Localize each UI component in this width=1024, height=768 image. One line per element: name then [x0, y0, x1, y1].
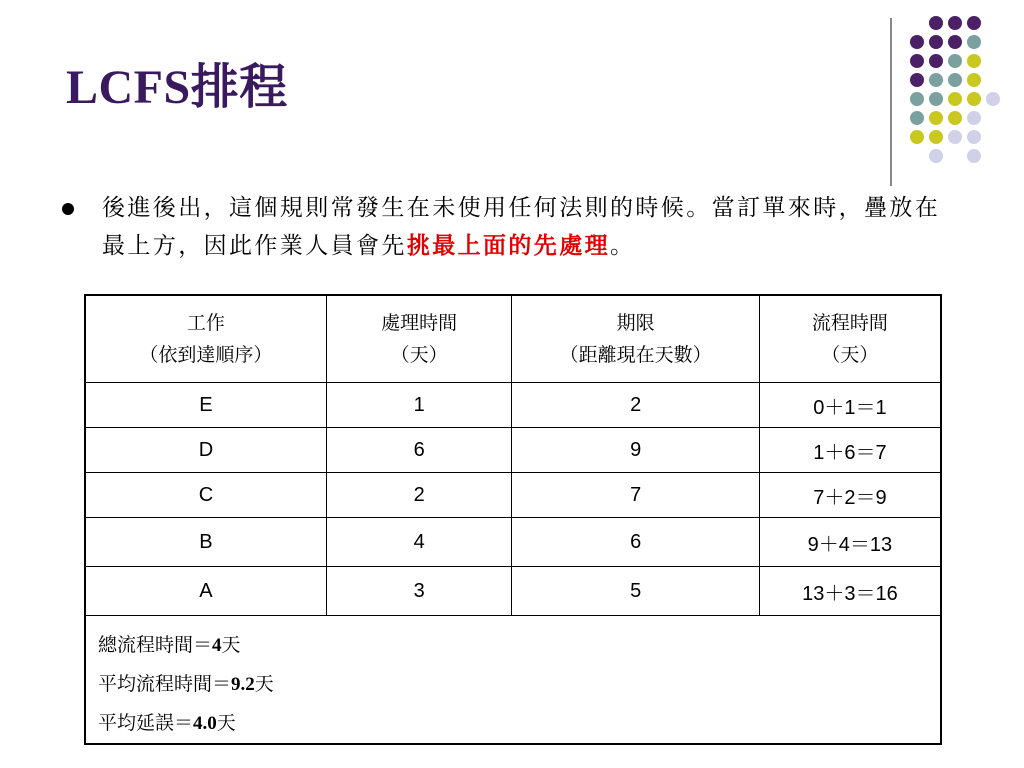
bullet-icon	[62, 203, 74, 215]
decorative-dot	[967, 149, 981, 163]
table-row	[85, 428, 941, 473]
decorative-dot	[986, 92, 1000, 106]
header-flow-line1: 流程時間	[811, 312, 888, 334]
decorative-dot	[910, 130, 924, 144]
cell-due: 9	[512, 428, 759, 473]
slide-title: LCFS排程	[66, 61, 288, 114]
decorative-dot	[967, 54, 981, 68]
cell-process: 1	[326, 383, 512, 428]
summary-total-flow-value: 4	[212, 635, 222, 656]
header-due-line2: （距離現在天數）	[559, 344, 712, 366]
decorative-dot	[929, 92, 943, 106]
decorative-dot	[929, 35, 943, 49]
bullet-text-main: 後進後出，這個規則常發生在未使用任何法則的時候。當訂單來時，疊放在最上方，因此作業人員會先	[102, 195, 941, 259]
table-row	[85, 567, 941, 616]
table-row	[85, 518, 941, 567]
header-flow-line2: （天）	[821, 344, 879, 366]
decorative-dot	[948, 130, 962, 144]
cell-process: 3	[326, 567, 512, 616]
summary-avg-flow-value: 9.2	[231, 674, 255, 695]
decorative-dot	[929, 111, 943, 125]
cell-due: 5	[512, 567, 759, 616]
bullet-text-highlight: 挑最上面的先處理	[406, 232, 611, 259]
table-row	[85, 383, 941, 428]
decorative-dot	[910, 54, 924, 68]
decorative-dot	[910, 73, 924, 87]
summary-avg-flow	[98, 665, 940, 704]
lcfs-schedule-table	[84, 294, 942, 745]
cell-due: 2	[512, 383, 759, 428]
summary-total-flow	[98, 626, 940, 665]
decorative-dot	[967, 111, 981, 125]
summary-total-flow-label: 總流程時間＝	[98, 634, 213, 656]
decorative-dot	[929, 130, 943, 144]
cell-process: 2	[326, 473, 512, 518]
summary-avg-flow-unit: 天	[254, 673, 274, 695]
decorative-dot	[948, 73, 962, 87]
cell-job: E	[85, 383, 326, 428]
decorative-dot	[910, 92, 924, 106]
decorative-dot	[967, 35, 981, 49]
decorative-dot	[929, 54, 943, 68]
decorative-dot	[929, 149, 943, 163]
header-process-line2: （天）	[390, 344, 448, 366]
header-flow-time	[759, 295, 941, 383]
cell-job: B	[85, 518, 326, 567]
table-row	[85, 473, 941, 518]
bullet-point	[62, 190, 952, 265]
table-header-row	[85, 295, 941, 383]
cell-flow: 9＋4＝13	[759, 518, 941, 567]
decorative-dot	[910, 35, 924, 49]
header-process-line1: 處理時間	[381, 312, 458, 334]
header-job-line2: （依到達順序）	[139, 344, 273, 366]
cell-job: D	[85, 428, 326, 473]
decorative-dot	[967, 130, 981, 144]
decorative-divider	[890, 18, 892, 186]
decorative-dot	[948, 16, 962, 30]
decorative-dot	[967, 92, 981, 106]
decorative-dot	[948, 111, 962, 125]
cell-flow: 1＋6＝7	[759, 428, 941, 473]
header-due-line1: 期限	[616, 312, 655, 334]
decorative-dot	[967, 73, 981, 87]
decorative-dot	[910, 111, 924, 125]
decorative-dot	[948, 35, 962, 49]
summary-avg-delay-label: 平均延誤＝	[98, 712, 194, 734]
decorative-dot	[967, 16, 981, 30]
summary-row	[85, 616, 941, 745]
bullet-text	[102, 190, 952, 265]
cell-job: C	[85, 473, 326, 518]
cell-flow: 0＋1＝1	[759, 383, 941, 428]
summary-cell	[85, 616, 941, 745]
header-job	[85, 295, 326, 383]
header-due-date	[512, 295, 759, 383]
decorative-dot	[948, 54, 962, 68]
cell-process: 6	[326, 428, 512, 473]
cell-due: 6	[512, 518, 759, 567]
cell-flow: 13＋3＝16	[759, 567, 941, 616]
cell-process: 4	[326, 518, 512, 567]
cell-flow: 7＋2＝9	[759, 473, 941, 518]
summary-total-flow-unit: 天	[221, 634, 241, 656]
summary-avg-delay	[98, 704, 940, 743]
decorative-dot	[929, 16, 943, 30]
decorative-dot	[929, 73, 943, 87]
bullet-text-end: 。	[610, 233, 636, 259]
cell-due: 7	[512, 473, 759, 518]
header-process-time	[326, 295, 512, 383]
summary-avg-delay-unit: 天	[216, 712, 236, 734]
summary-avg-delay-value: 4.0	[193, 713, 217, 734]
header-job-line1: 工作	[186, 312, 225, 334]
decorative-dot	[948, 92, 962, 106]
cell-job: A	[85, 567, 326, 616]
summary-avg-flow-label: 平均流程時間＝	[98, 673, 232, 695]
